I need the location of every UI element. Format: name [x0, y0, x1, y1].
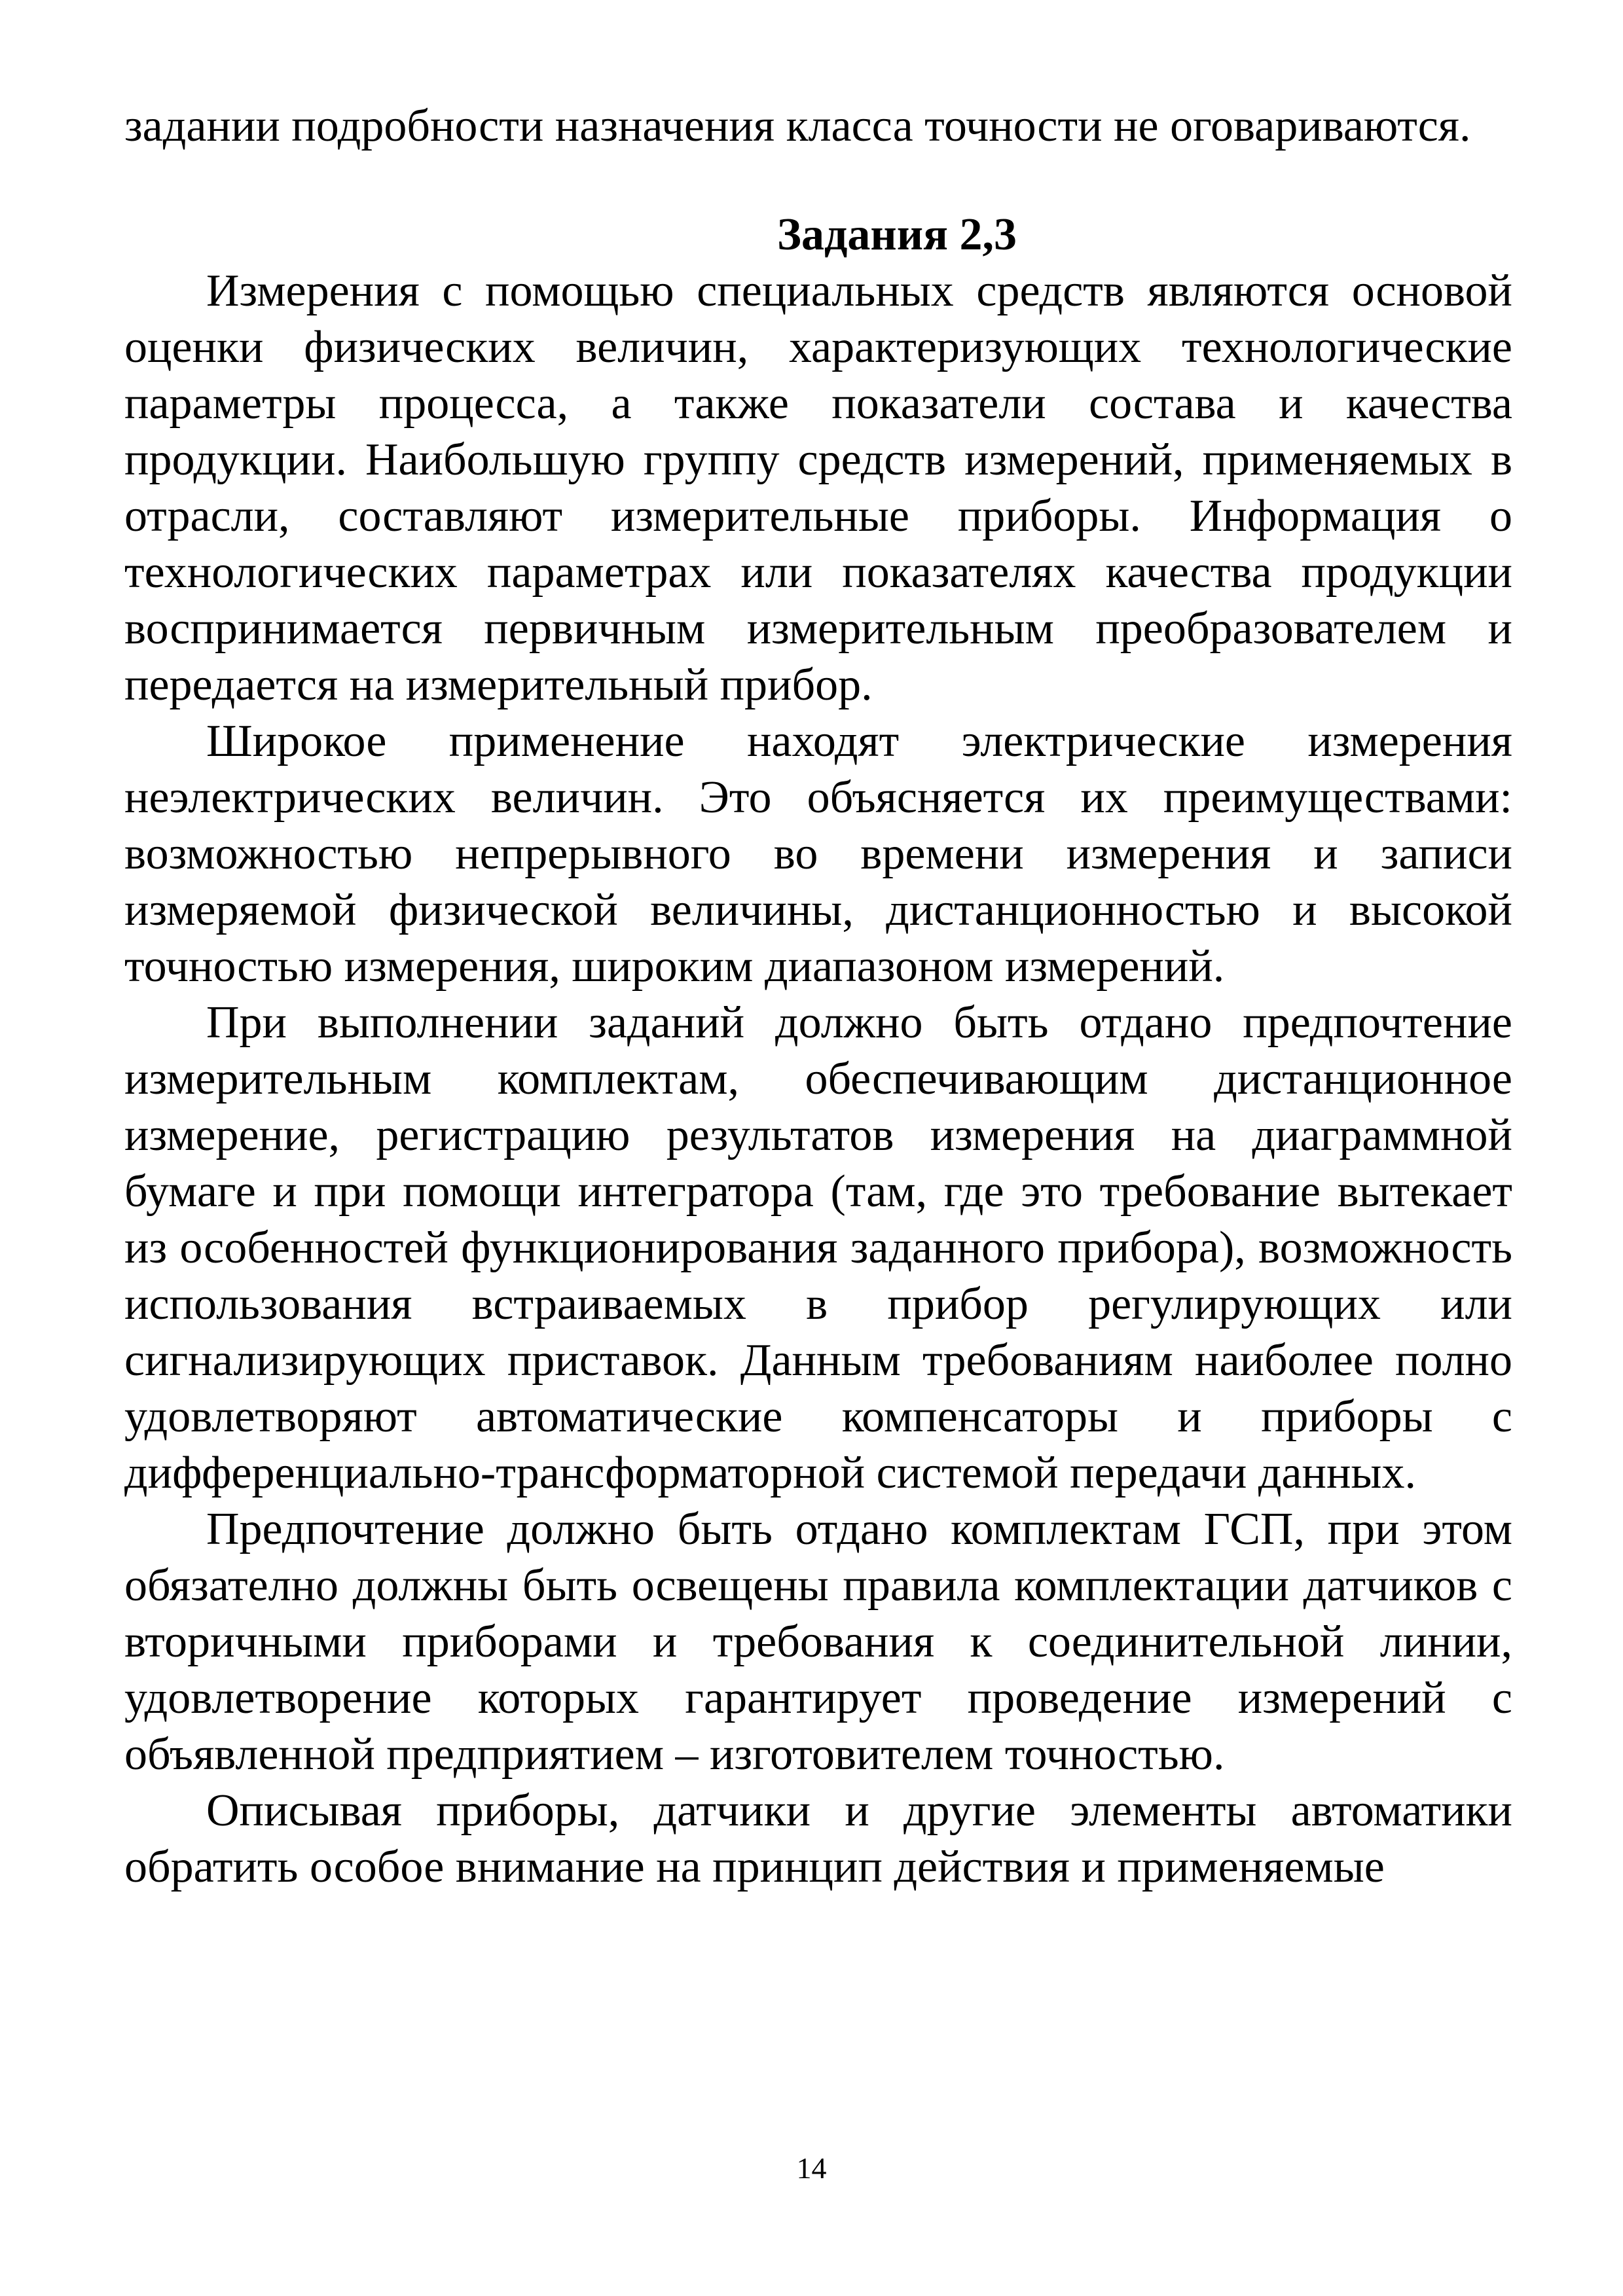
paragraph-measurements: Измерения с помощью специальных средств являются основой оценки физических величин, характеризующих технологические параметры процесса, а также показатели состава и качества продукции. Наибольшую группу средств измерений, применяемых в отрасли, составляют измерительные приборы. Информация о технологических параметрах или показателях качества продукции воспринимается первичным измерительным преобразователем и передается на измерительный прибор. [124, 266, 1512, 710]
page-number: 14 [796, 2151, 827, 2185]
paragraph-electrical-measurements: Широкое применение находят электрические измерения неэлектрических величин. Это объясняется их преимуществами: возможностью непрерывного во времени измерения и записи измеряемой физической величины, дистанционностью и высокой точностью измерения, широким диапазоном измерений. [124, 716, 1512, 992]
document-page [124, 98, 1512, 1895]
paragraph-describing-devices: Описывая приборы, датчики и другие элементы автоматики обратить особое внимание на принцип действия и применяемые [124, 1785, 1512, 1892]
paragraph-continuation: задании подробности назначения класса точности не оговариваются. [124, 101, 1471, 151]
paragraph-task-preferences: При выполнении заданий должно быть отдано предпочтение измерительным комплектам, обеспечивающим дистанционное измерение, регистрацию результатов измерения на диаграммной бумаге и при помощи интегратора (там, где это требование вытекает из особенностей функционирования заданного прибора), возможность использования встраиваемых в прибор регулирующих или сигнализирующих приставок. Данным требованиям наиболее полно удовлетворяют автоматические компенсаторы и приборы с дифференциально-трансформаторной системой передачи данных. [124, 997, 1512, 1498]
section-heading: Задания 2,3 [777, 209, 1017, 260]
paragraph-gsp-sets: Предпочтение должно быть отдано комплектам ГСП, при этом обязателно должны быть освещены правила комплектации датчиков с вторичными приборами и требования к соединительной линии, удовлетворение которых гарантирует проведение измерений с объявленной предприятием – изготовителем точностью. [124, 1504, 1512, 1780]
